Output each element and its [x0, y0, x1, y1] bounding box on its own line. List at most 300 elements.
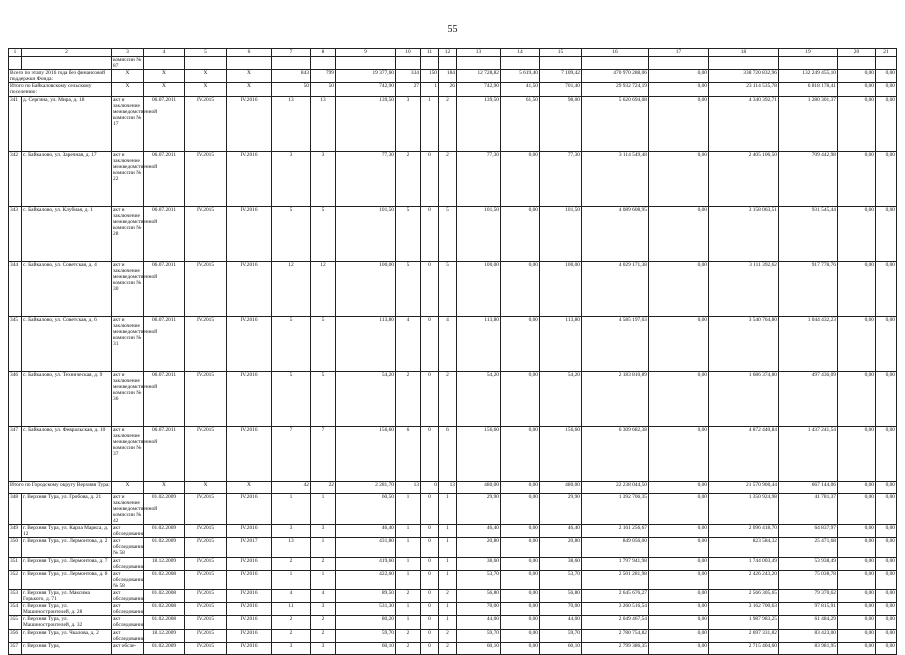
value-cell: 53,70	[540, 570, 582, 589]
value-cell: 0	[421, 371, 439, 426]
value-cell: 139,50	[336, 96, 396, 151]
value-cell: 0,00	[838, 589, 876, 602]
value-cell: 3 162 700,63	[709, 603, 779, 616]
value-cell: 0	[421, 557, 439, 570]
value-cell: 2 405 106,50	[709, 151, 779, 206]
value-cell: 0,00	[649, 616, 709, 629]
value-cell: 3	[311, 151, 336, 206]
value-cell: 0,00	[838, 570, 876, 589]
value-cell: 2	[439, 642, 457, 654]
value-cell: 101,50	[540, 206, 582, 261]
value-cell: 4	[272, 589, 311, 602]
value-cell: 38,60	[457, 557, 501, 570]
value-cell: 6	[439, 426, 457, 481]
period-cell: IV.2016	[227, 642, 272, 654]
value-cell: 0,00	[876, 642, 897, 654]
table-row	[9, 261, 897, 316]
value-cell: 7	[311, 426, 336, 481]
value-cell: 0,00	[501, 629, 540, 642]
column-number: 17	[649, 49, 709, 57]
address-cell: с. Байкалово, ул. Советская, д. 6	[22, 316, 112, 371]
value-cell: 2	[272, 616, 311, 629]
value-cell: 0	[421, 151, 439, 206]
summary-value: 0,00	[876, 481, 897, 493]
value-cell: 13	[272, 96, 311, 151]
table-row	[9, 557, 897, 570]
value-cell: 75 038,78	[779, 570, 838, 589]
header-row	[9, 49, 897, 57]
value-cell: 0,00	[501, 525, 540, 538]
value-cell: 59,70	[540, 629, 582, 642]
value-cell: 0,00	[838, 525, 876, 538]
continuation-row	[9, 57, 897, 70]
value-cell: 2	[396, 151, 421, 206]
value-cell: 0,00	[501, 371, 540, 426]
summary-value: 480,00	[457, 481, 501, 493]
value-cell: 1 797 941,98	[582, 557, 649, 570]
value-cell: 1 044 432,23	[779, 316, 838, 371]
value-cell: 3	[272, 151, 311, 206]
summary-value: X	[144, 481, 185, 493]
value-cell: 0,00	[876, 426, 897, 481]
value-cell: 60,10	[457, 642, 501, 654]
value-cell: 0	[421, 316, 439, 371]
date-cell: 01.02.2008	[144, 616, 185, 629]
value-cell: 0,00	[876, 557, 897, 570]
row-number: 356	[9, 629, 22, 642]
value-cell: 29,90	[457, 493, 501, 524]
value-cell: 3	[311, 642, 336, 654]
value-cell: 11	[272, 603, 311, 616]
date-cell: 06.07.2011	[144, 261, 185, 316]
summary-value: 2 281,70	[336, 481, 396, 493]
value-cell: 497 436,09	[779, 371, 838, 426]
period-cell: IV.2016	[227, 525, 272, 538]
period-cell: IV.2015	[185, 151, 227, 206]
value-cell: 0,00	[649, 96, 709, 151]
value-cell: 6	[396, 426, 421, 481]
value-cell: 0	[421, 642, 439, 654]
value-cell: 0,00	[649, 371, 709, 426]
summary-value: 0,00	[838, 83, 876, 96]
summary-value: 470 970 288,06	[582, 70, 649, 83]
summary-value: 0,00	[649, 481, 709, 493]
address-cell: г. Верхняя Тура, ул. Лермонтова, д. 2	[22, 538, 112, 557]
value-cell: 0	[421, 603, 439, 616]
value-cell: 431,80	[336, 538, 396, 557]
value-cell: 0,00	[501, 570, 540, 589]
value-cell: 5	[396, 261, 421, 316]
summary-value: 21 570 900,44	[709, 481, 779, 493]
row-number: 344	[9, 261, 22, 316]
document-cell: акт и заключение межведомственной комиссии № 36	[112, 371, 144, 426]
value-cell: 1	[439, 570, 457, 589]
summary-value: 6 818 178,41	[779, 83, 838, 96]
value-cell: 4	[396, 316, 421, 371]
value-cell: 0,00	[649, 570, 709, 589]
table-row	[9, 629, 897, 642]
date-cell: 06.07.2011	[144, 371, 185, 426]
value-cell: 2	[396, 371, 421, 426]
value-cell: 0,00	[649, 151, 709, 206]
value-cell: 100,00	[540, 261, 582, 316]
period-cell: IV.2016	[227, 426, 272, 481]
value-cell: 13	[272, 538, 311, 557]
value-cell: 0,00	[501, 206, 540, 261]
value-cell: 917 778,76	[779, 261, 838, 316]
column-number: 3	[112, 49, 144, 57]
value-cell: 54,20	[336, 371, 396, 426]
period-cell: IV.2016	[227, 603, 272, 616]
value-cell: 0,00	[838, 96, 876, 151]
summary-value: 701,40	[540, 83, 582, 96]
value-cell: 2 715 404,60	[709, 642, 779, 654]
date-cell: 01.02.2009	[144, 493, 185, 524]
period-cell: IV.2015	[185, 371, 227, 426]
row-number: 349	[9, 525, 22, 538]
summary-label: Итого по Байкаловскому сельскому поселению:	[9, 83, 112, 96]
value-cell: 0,00	[838, 261, 876, 316]
summary-value: X	[185, 83, 227, 96]
row-number: 351	[9, 557, 22, 570]
summary-value: 23 114 535,78	[709, 83, 779, 96]
document-cell: акт и заключение межведомственной комиссии № 28	[112, 206, 144, 261]
value-cell: 2 426 243,20	[709, 570, 779, 589]
date-cell: 06.07.2011	[144, 151, 185, 206]
period-cell: IV.2016	[227, 206, 272, 261]
value-cell: 3	[272, 642, 311, 654]
value-cell: 931 545,44	[779, 206, 838, 261]
value-cell: 2	[439, 589, 457, 602]
value-cell: 0,00	[649, 589, 709, 602]
value-cell: 4	[439, 316, 457, 371]
value-cell: 0,00	[501, 261, 540, 316]
value-cell: 0,00	[838, 371, 876, 426]
period-cell: IV.2016	[227, 629, 272, 642]
table-row	[9, 151, 897, 206]
value-cell: 38,60	[540, 557, 582, 570]
period-cell: IV.2015	[185, 525, 227, 538]
value-cell: 0,00	[649, 525, 709, 538]
table-row	[9, 426, 897, 481]
value-cell: 1 686 374,80	[709, 371, 779, 426]
value-cell: 4	[311, 589, 336, 602]
table-cell	[582, 57, 649, 70]
value-cell: 0	[421, 426, 439, 481]
row-number: 357	[9, 642, 22, 654]
value-cell: 113,80	[457, 316, 501, 371]
table-row	[9, 371, 897, 426]
summary-value: 26	[439, 83, 457, 96]
value-cell: 83 423,00	[779, 629, 838, 642]
value-cell: 1	[396, 616, 421, 629]
value-cell: 1	[439, 525, 457, 538]
value-cell: 0	[421, 261, 439, 316]
date-cell: 01.02.2009	[144, 538, 185, 557]
column-number: 21	[876, 49, 897, 57]
period-cell: IV.2016	[227, 493, 272, 524]
row-number: 345	[9, 316, 22, 371]
value-cell: 101,50	[336, 206, 396, 261]
value-cell: 2	[396, 629, 421, 642]
value-cell: 89,50	[336, 589, 396, 602]
column-number: 5	[185, 49, 227, 57]
table-cell	[144, 57, 185, 70]
value-cell: 100,00	[336, 261, 396, 316]
value-cell: 2	[272, 557, 311, 570]
period-cell: IV.2015	[185, 493, 227, 524]
column-number: 8	[311, 49, 336, 57]
summary-value: 0,00	[649, 70, 709, 83]
table-row	[9, 642, 897, 654]
value-cell: 0,00	[876, 570, 897, 589]
summary-label: Всего по этапу 2016 года без финансовой поддержки Фонда:	[9, 70, 112, 83]
address-cell: г. Верхняя Тура, ул. Машиностроителей, д. 32	[22, 616, 112, 629]
value-cell: 0,00	[838, 603, 876, 616]
value-cell: 156,60	[457, 426, 501, 481]
row-number: 341	[9, 96, 22, 151]
value-cell: 1	[439, 538, 457, 557]
summary-value: 742,90	[457, 83, 501, 96]
value-cell: 77,30	[540, 151, 582, 206]
address-cell: г. Верхняя Тура, ул. Максима Горького, д. 71	[22, 589, 112, 602]
value-cell: 0,00	[649, 557, 709, 570]
table-row	[9, 206, 897, 261]
table-cell	[227, 57, 272, 70]
housing-program-table	[8, 48, 897, 655]
value-cell: 2 780 754,82	[582, 629, 649, 642]
period-cell: IV.2016	[227, 151, 272, 206]
table-cell	[649, 57, 709, 70]
value-cell: 709 442,98	[779, 151, 838, 206]
value-cell: 20,80	[457, 538, 501, 557]
row-number: 342	[9, 151, 22, 206]
summary-value: X	[227, 70, 272, 83]
value-cell: 1	[439, 603, 457, 616]
value-cell: 0,00	[649, 629, 709, 642]
address-cell: г. Верхняя Тура, ул. Чкалова, д. 2	[22, 629, 112, 642]
value-cell: 1 437 241,54	[779, 426, 838, 481]
column-number: 18	[709, 49, 779, 57]
summary-value: 0,00	[838, 70, 876, 83]
value-cell: 44,00	[457, 616, 501, 629]
value-cell: 2 566 305,65	[709, 589, 779, 602]
value-cell: 0,00	[876, 538, 897, 557]
value-cell: 53,70	[457, 570, 501, 589]
value-cell: 0,00	[876, 493, 897, 524]
period-cell: IV.2015	[185, 206, 227, 261]
value-cell: 1	[396, 525, 421, 538]
value-cell: 46,40	[457, 525, 501, 538]
value-cell: 0,00	[501, 642, 540, 654]
value-cell: 1	[311, 493, 336, 524]
column-number: 2	[22, 49, 112, 57]
column-number: 20	[838, 49, 876, 57]
period-cell: IV.2016	[227, 557, 272, 570]
date-cell: 01.02.2009	[144, 642, 185, 654]
value-cell: 0,00	[501, 603, 540, 616]
row-number: 355	[9, 616, 22, 629]
table-row	[9, 525, 897, 538]
summary-value: 0,00	[838, 481, 876, 493]
period-cell: IV.2016	[227, 589, 272, 602]
value-cell: 77,30	[457, 151, 501, 206]
summary-label: Итого по Городскому округу Верхняя Тура:	[9, 481, 112, 493]
value-cell: 5	[272, 371, 311, 426]
summary-value: X	[227, 83, 272, 96]
address-cell: г. Верхняя Тура, ул. Лермонтова, д. 7	[22, 557, 112, 570]
value-cell: 5	[439, 206, 457, 261]
summary-value: 667 144,06	[779, 481, 838, 493]
period-cell: IV.2015	[185, 96, 227, 151]
value-cell: 1 350 924,98	[709, 493, 779, 524]
value-cell: 1	[311, 570, 336, 589]
value-cell: 0,00	[501, 316, 540, 371]
value-cell: 25 471,68	[779, 538, 838, 557]
summary-value: X	[144, 83, 185, 96]
table-cell	[501, 57, 540, 70]
document-cell: акт обследования № 58	[113, 570, 145, 589]
value-cell: 0,00	[838, 151, 876, 206]
value-cell: 1	[396, 570, 421, 589]
summary-value: 843	[272, 70, 311, 83]
document-cell: акт и заключение межведомственной комиссии № 42	[113, 493, 158, 524]
value-cell: 0,00	[649, 261, 709, 316]
value-cell: 97 815,91	[779, 603, 838, 616]
value-cell: 2 096 418,70	[709, 525, 779, 538]
period-cell: IV.2015	[185, 316, 227, 371]
row-number: 346	[9, 371, 22, 426]
value-cell: 4 585 197,03	[582, 316, 649, 371]
period-cell: IV.2016	[227, 570, 272, 589]
value-cell: 1 280 301,37	[779, 96, 838, 151]
table-cell	[396, 57, 421, 70]
value-cell: 2	[311, 629, 336, 642]
table-cell	[709, 57, 779, 70]
value-cell: 1	[439, 557, 457, 570]
value-cell: 1	[272, 493, 311, 524]
value-cell: 1	[396, 538, 421, 557]
document-cell: комиссии № 87	[112, 57, 144, 70]
value-cell: 4 340 392,71	[709, 96, 779, 151]
table-cell	[272, 57, 311, 70]
value-cell: 29,90	[540, 493, 582, 524]
table-row	[9, 316, 897, 371]
value-cell: 60,10	[540, 642, 582, 654]
value-cell: 1	[421, 96, 439, 151]
period-cell: IV.2016	[227, 316, 272, 371]
value-cell: 70,00	[540, 603, 582, 616]
value-cell: 53 938,49	[779, 557, 838, 570]
value-cell: 4 872 440,84	[709, 426, 779, 481]
value-cell: 0,00	[876, 206, 897, 261]
row-number: 343	[9, 206, 22, 261]
period-cell: IV.2016	[227, 371, 272, 426]
summary-value: 42	[272, 481, 311, 493]
document-cell: акт обследования	[113, 629, 145, 642]
value-cell: 101,50	[457, 206, 501, 261]
summary-value: 338 720 832,96	[709, 70, 779, 83]
summary-value: 19 377,60	[336, 70, 396, 83]
table-cell	[336, 57, 396, 70]
value-cell: 2 161 256,67	[582, 525, 649, 538]
document-cell: акт обследования	[113, 525, 145, 538]
summary-value: 1	[421, 83, 439, 96]
value-cell: 80,20	[336, 616, 396, 629]
document-cell: акт обследования № 58	[113, 538, 145, 557]
address-cell: с. Байкалово, ул. Советская, д. 4	[22, 261, 112, 316]
value-cell: 0,00	[876, 96, 897, 151]
value-cell: 2 697 331,82	[709, 629, 779, 642]
value-cell: 0,00	[501, 426, 540, 481]
summary-value: 29 932 724,19	[582, 83, 649, 96]
value-cell: 70,00	[457, 603, 501, 616]
value-cell: 5	[396, 206, 421, 261]
summary-value: 150	[421, 70, 439, 83]
column-number: 12	[439, 49, 457, 57]
period-cell: IV.2015	[185, 426, 227, 481]
period-cell: IV.2017	[227, 538, 272, 557]
value-cell: 1	[396, 493, 421, 524]
value-cell: 1	[396, 557, 421, 570]
value-cell: 2 183 810,89	[582, 371, 649, 426]
document-cell: акт и заключение межведомственной комиссии № 37	[112, 426, 144, 481]
summary-value: 7 109,42	[540, 70, 582, 83]
address-cell: с. Байкалово, ул. Техническая, д. 9	[22, 371, 112, 426]
value-cell: 3 540 764,80	[709, 316, 779, 371]
value-cell: 0,00	[649, 316, 709, 371]
column-number: 6	[227, 49, 272, 57]
summary-value: X	[112, 70, 144, 83]
address-cell: г. Верхняя Тура, ул. Лермонтова, д. 8	[22, 570, 112, 589]
table-row	[9, 493, 897, 524]
value-cell: 20,80	[540, 538, 582, 557]
value-cell: 7	[272, 426, 311, 481]
value-cell: 64 837,97	[779, 525, 838, 538]
summary-value: X	[185, 70, 227, 83]
value-cell: 0,00	[649, 426, 709, 481]
period-cell: IV.2015	[185, 557, 227, 570]
value-cell: 54,20	[540, 371, 582, 426]
summary-value: 0,00	[876, 70, 897, 83]
value-cell: 2 049 467,54	[582, 616, 649, 629]
column-number: 11	[421, 49, 439, 57]
summary-value: 334	[396, 70, 421, 83]
value-cell: 13	[311, 96, 336, 151]
summary-value: 480,00	[540, 481, 582, 493]
value-cell: 531,30	[336, 603, 396, 616]
value-cell: 139,50	[457, 96, 501, 151]
table-row	[9, 616, 897, 629]
value-cell: 54,20	[457, 371, 501, 426]
table-cell	[185, 57, 227, 70]
value-cell: 3	[396, 96, 421, 151]
table-cell	[838, 57, 876, 70]
summary-value: 13	[439, 481, 457, 493]
value-cell: 56,80	[457, 589, 501, 602]
value-cell: 0,00	[838, 629, 876, 642]
column-number: 7	[272, 49, 311, 57]
address-cell: г. Верхняя Тура, ул. Машиностроителей, д. 28	[22, 603, 112, 616]
table-cell	[311, 57, 336, 70]
summary-value: 5 619,40	[501, 70, 540, 83]
table-cell	[9, 57, 22, 70]
address-cell: г. Верхняя Тура,	[22, 642, 112, 654]
value-cell: 0,00	[838, 642, 876, 654]
date-cell: 18.12.2009	[144, 557, 185, 570]
value-cell: 5	[311, 371, 336, 426]
value-cell: 56,80	[540, 589, 582, 602]
